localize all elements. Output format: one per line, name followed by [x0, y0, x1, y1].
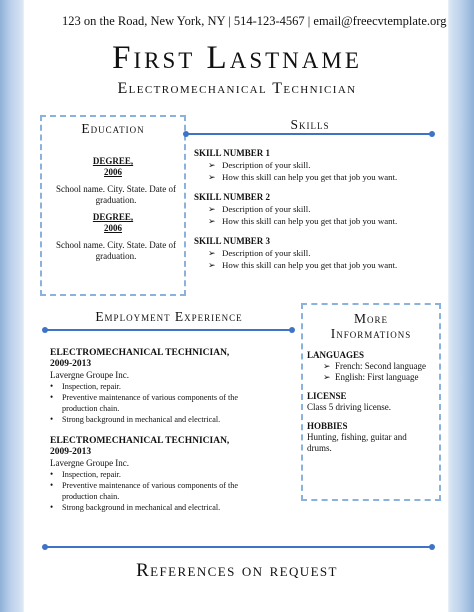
job-task: • Inspection, repair.	[50, 381, 121, 391]
arrow-bullet-icon: ➢	[208, 204, 216, 214]
job-task-continuation: production chain.	[62, 404, 120, 413]
skill-name: SKILL NUMBER 1	[194, 148, 271, 158]
language-item: ➢ English: First language	[323, 372, 419, 382]
hobbies-label: HOBBIES	[307, 421, 348, 431]
skill-name: SKILL NUMBER 3	[194, 236, 271, 246]
job-years: 2009-2013	[50, 447, 92, 457]
bullet-icon: •	[50, 414, 54, 424]
job-task: • Preventive maintenance of various components of the	[50, 392, 238, 402]
job-company: Lavergne Groupe Inc.	[50, 370, 130, 380]
education-year: 2006	[104, 223, 122, 233]
job-years: 2009-2013	[50, 359, 92, 369]
applicant-name: First Lastname	[112, 40, 362, 76]
arrow-bullet-icon: ➢	[323, 372, 331, 382]
footer-divider	[45, 546, 432, 548]
job-task-continuation: production chain.	[62, 492, 120, 501]
bullet-icon: •	[50, 381, 54, 391]
arrow-bullet-icon: ➢	[208, 160, 216, 170]
license-value: Class 5 driving license.	[307, 402, 391, 412]
job-title: ELECTROMECHANICAL TECHNICIAN,	[50, 436, 230, 446]
job-task: • Preventive maintenance of various components of the	[50, 480, 238, 490]
skills-divider	[186, 133, 432, 135]
education-school: School name. City. State. Date of	[56, 184, 176, 194]
applicant-title: Electromechanical Technician	[117, 80, 357, 97]
job-task: • Strong background in mechanical and electrical.	[50, 414, 221, 424]
arrow-bullet-icon: ➢	[208, 172, 216, 182]
job-task: • Strong background in mechanical and electrical.	[50, 502, 221, 512]
arrow-bullet-icon: ➢	[323, 361, 331, 371]
more-info-heading: More Informations	[330, 311, 412, 341]
language-item: ➢ French: Second language	[323, 361, 426, 371]
contact-line: 123 on the Road, New York, NY | 514-123-4567 | email@freecvtemplate.org	[62, 14, 447, 28]
bullet-icon: •	[50, 469, 54, 479]
arrow-bullet-icon: ➢	[208, 248, 216, 258]
bullet-icon: •	[50, 502, 54, 512]
education-heading: Education	[81, 121, 145, 136]
bullet-icon: •	[50, 480, 54, 490]
education-degree: DEGREE,	[92, 156, 134, 166]
skill-benefit: ➢ How this skill can help you get that job you want.	[208, 260, 398, 270]
job-company: Lavergne Groupe Inc.	[50, 458, 130, 468]
license-label: LICENSE	[307, 391, 347, 401]
hobbies-value-continuation: drums.	[307, 443, 332, 453]
skill-benefit: ➢ How this skill can help you get that job you want.	[208, 172, 398, 182]
education-graduation: graduation.	[95, 251, 137, 261]
bullet-icon: •	[50, 392, 54, 402]
references-line: References on request	[136, 560, 338, 581]
education-year: 2006	[104, 167, 122, 177]
arrow-bullet-icon: ➢	[208, 216, 216, 226]
employment-heading: Employment Experience	[95, 309, 243, 324]
skill-benefit: ➢ How this skill can help you get that job you want.	[208, 216, 398, 226]
job-task: • Inspection, repair.	[50, 469, 121, 479]
hobbies-value: Hunting, fishing, guitar and	[307, 432, 407, 442]
education-school: School name. City. State. Date of	[56, 240, 176, 250]
job-title: ELECTROMECHANICAL TECHNICIAN,	[50, 348, 230, 358]
skill-description: ➢ Description of your skill.	[208, 204, 311, 214]
arrow-bullet-icon: ➢	[208, 260, 216, 270]
education-degree: DEGREE,	[92, 212, 134, 222]
skill-description: ➢ Description of your skill.	[208, 160, 311, 170]
skill-name: SKILL NUMBER 2	[194, 192, 271, 202]
languages-label: LANGUAGES	[307, 350, 365, 360]
skill-description: ➢ Description of your skill.	[208, 248, 311, 258]
skills-heading: Skills	[290, 117, 330, 132]
education-graduation: graduation.	[95, 195, 137, 205]
employment-divider	[45, 329, 292, 331]
